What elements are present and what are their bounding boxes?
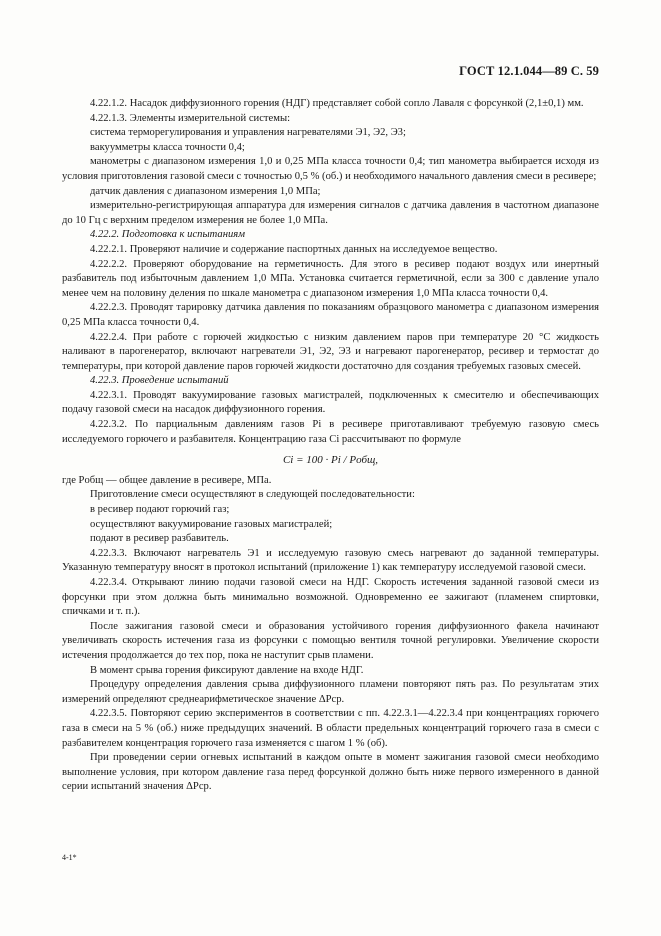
paragraph: Процедуру определения давления срыва диффузионного пламени повторяют пять раз. По результатам этих измерений определяют среднеарифметическое значение ΔPср.: [62, 679, 599, 705]
section-heading: 4.22.3. Проведение испытаний: [90, 375, 229, 387]
formula-lhs: Ci: [282, 454, 294, 467]
paragraph: вакуумметры класса точности 0,4;: [90, 141, 245, 153]
paragraph: При проведении серии огневых испытаний в каждом опыте в момент зажигания газовой смеси необходимо выполнение условия, при котором давление газа перед форсункой должно быть ниже первого измеренного в данной серии испытаний значения ΔPср.: [62, 752, 599, 793]
paragraph: После зажигания газовой смеси и образования устойчивого горения диффузионного факела начинают увеличивать скорость истечения газа из форсунки с помощью вентиля точной регулировки. Увеличение скорости истечения продолжается до тех пор, пока не наступит срыв пламени.: [62, 620, 599, 661]
page-header: ГОСТ 12.1.044—89 С. 59: [459, 64, 599, 78]
paragraph: 4.22.3.5. Повторяют серию экспериментов в соответствии с пп. 4.22.3.1—4.22.3.4 при концентрациях горючего газа в смеси на 5 % (об.) ниже предыдущих значений. В области предельных концентраций горючего газа в смеси с разбавителем концентрация горючего газа изменяется с шагом 1 % (об).: [62, 708, 599, 749]
paragraph: 4.22.3.1. Проводят вакуумирование газовых магистралей, подключенных к смесителю и обеспечивающих подачу газовой смеси на насадок диффузионного горения.: [62, 389, 599, 416]
paragraph: в ресивер подают горючий газ;: [90, 504, 230, 516]
paragraph: измерительно-регистрирующая аппаратура для измерения сигналов с датчика давления в частотном диапазоне до 10 Гц с верхним пределом измерения не более 1,0 МПа.: [62, 200, 599, 226]
paragraph: система терморегулирования и управления нагревателями Э1, Э2, Э3;: [90, 127, 406, 139]
paragraph: манометры с диапазоном измерения 1,0 и 0,25 МПа класса точности 0,4; тип манометра выбирается исходя из условия приготовления газовой смеси с точностью 0,5 % (об.) и необходимого начального давления смеси в ресивере;: [62, 156, 599, 182]
paragraph: 4.22.3.2. По парциальным давлениям газов Pi в ресивере приготавливают требуемую газовую смесь исследуемого горючего и разбавителя. Концентрацию газа Ci рассчитывают по формуле: [62, 419, 599, 445]
formula-rhs: = 100 · Pi / Pобщ,: [296, 454, 379, 467]
paragraph: подают в ресивер разбавитель.: [90, 533, 229, 545]
paragraph: 4.22.2.4. При работе с горючей жидкостью с низким давлением паров при температуре 20 °С жидкость наливают в парогенератор, включают нагреватели Э1, Э2, Э3 и нагревают парогенератор, ресивер и термостат до температуры, при которой давление паров горючей жидкости достаточно для создания требуемых газовых смесей.: [62, 331, 599, 372]
paragraph: В момент срыва горения фиксируют давление на входе НДГ.: [90, 664, 364, 676]
paragraph: 4.22.1.3. Элементы измерительной системы:: [90, 112, 291, 124]
paragraph: 4.22.3.4. Открывают линию подачи газовой смеси на НДГ. Скорость истечения заданной газовой смеси из форсунки при этом должна быть минимально возможной. Одновременно ее зажигают (пламенем спиртовки, спичками и т. п.).: [62, 577, 599, 618]
paragraph: 4.22.3.3. Включают нагреватель Э1 и исследуемую газовую смесь нагревают до заданной температуры. Указанную температуру вносят в протокол испытаний (приложение 1) как температуру исследуемой газовой смеси.: [62, 547, 599, 574]
paragraph: 4.22.2.2. Проверяют оборудование на герметичность. Для этого в ресивер подают воздух или инертный разбавитель под избыточным давлением 1,0 МПа. Установка считается герметичной, если за 300 с давление упало менее чем на половину деления по шкале манометра с диапазоном измерения 1,0 МПа класса точности 0,4.: [62, 258, 599, 299]
paragraph: 4.22.2.1. Проверяют наличие и содержание паспортных данных на исследуемое вещество.: [90, 243, 498, 255]
section-heading: 4.22.2. Подготовка к испытаниям: [90, 229, 245, 241]
paragraph: 4.22.2.3. Проводят тарировку датчика давления по показаниям образцового манометра с диапазоном измерения 0,25 МПа класса точности 0,4.: [62, 302, 599, 328]
document-body: [62, 97, 599, 795]
paragraph: где Pобщ — общее давление в ресивере, МПа.: [62, 474, 272, 486]
page-footer: 4-1*: [62, 853, 77, 862]
paragraph: осуществляют вакуумирование газовых магистралей;: [90, 518, 333, 530]
formula: [62, 453, 599, 468]
paragraph: датчик давления с диапазоном измерения 1,0 МПа;: [90, 185, 321, 197]
paragraph: 4.22.1.2. Насадок диффузионного горения (НДГ) представляет собой сопло Лаваля с форсункой (2,1±0,1) мм.: [90, 98, 584, 109]
paragraph: Приготовление смеси осуществляют в следующей последовательности:: [90, 489, 415, 501]
